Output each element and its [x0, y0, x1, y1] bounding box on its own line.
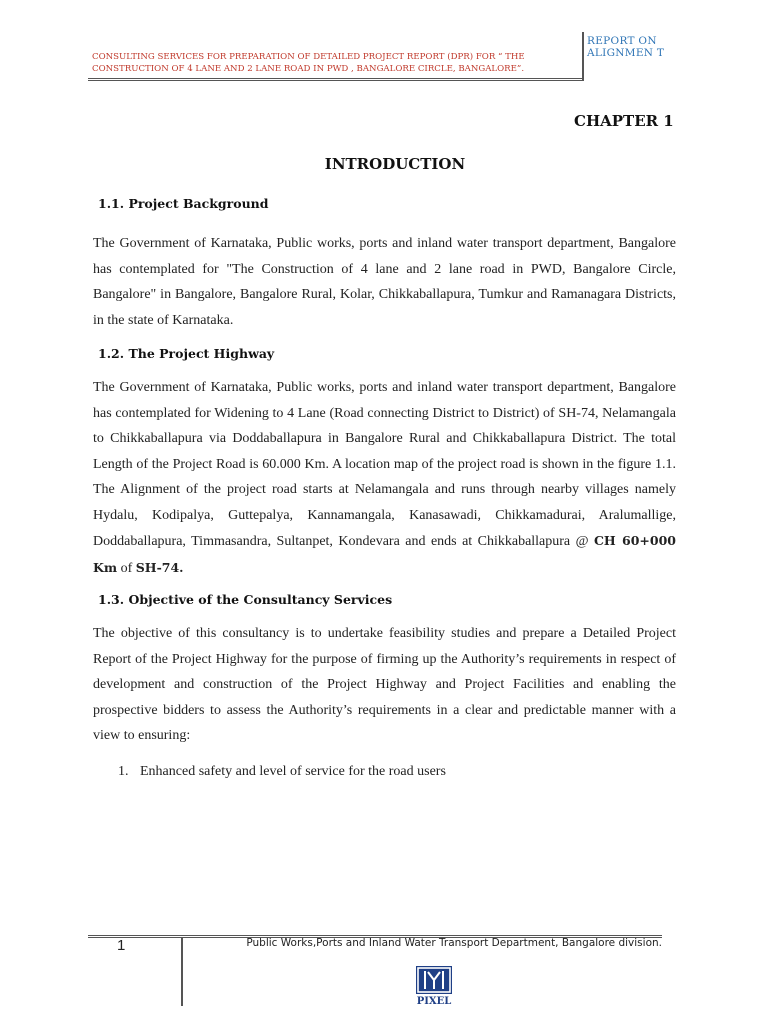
header-divider — [582, 32, 584, 80]
section-text-highway-mid: of — [117, 560, 136, 576]
logo-text: PIXEL — [416, 996, 452, 1007]
footer-department: Public Works,Ports and Inland Water Transport Department, Bangalore division. — [246, 937, 662, 949]
header-report-label: REPORT ON ALIGNMEN T — [587, 35, 665, 59]
header-project-title: CONSULTING SERVICES FOR PREPARATION OF DETAILED PROJECT REPORT (DPR) FOR “ THE CONSTRUCTION OF 4 LANE AND 2 LANE ROAD IN PWD , BANGALORE CIRCLE, BANGALORE”. — [92, 52, 525, 74]
section-text-highway-body: The Government of Karnataka, Public works, ports and inland water transport department, Bangalore has contemplated for Widening to 4 Lane (Road connecting District to District) of SH-74, Nelamangala to Chikkaballapura via Doddaballapura in Bangalore Rural and Chikkaballapura District. The total Length of the Project Road is 60.000 Km. A location map of the project road is shown in the figure 1.1. The Alignment of the project road starts at Nelamangala and runs through nearby villages namely Hydalu, Kodipalya, Guttepalya, Kannamangala, Kanasawadi, Chikkamadurai, Aralumallige, Doddaballapura, Timmasandra, Sultanpet, Kondevara and ends at Chikkaballapura @ — [93, 380, 676, 549]
pixel-logo-icon — [416, 966, 452, 994]
chapter-heading: CHAPTER 1 — [574, 112, 674, 130]
page-title: INTRODUCTION — [324, 155, 466, 173]
page-number: 1 — [117, 937, 126, 954]
section-text-highway — [93, 375, 676, 581]
list-item-number: 1. — [118, 764, 129, 779]
list-item-text: Enhanced safety and level of service for the road users — [140, 764, 446, 779]
section-heading-objective: 1.3. Objective of the Consultancy Services — [98, 592, 393, 607]
section-text-background: The Government of Karnataka, Public works, ports and inland water transport department, Bangalore has contemplated for "The Construction of 4 lane and 2 lane road in PWD, Bangalore Circle, Bangalore" in Bangalore, Bangalore Rural, Kolar, Chikkaballapura, Tumkur and Ramanagara Districts, in the state of Karnataka. — [93, 236, 676, 328]
footer-divider — [181, 938, 183, 1006]
section-heading-background: 1.1. Project Background — [98, 196, 269, 211]
highway-id: SH-74. — [135, 559, 184, 575]
header-rule — [88, 78, 584, 81]
list-item — [118, 764, 446, 780]
chainage-value: CH 60+000 Km — [93, 533, 677, 575]
section-heading-highway: 1.2. The Project Highway — [98, 346, 275, 361]
section-text-objective: The objective of this consultancy is to undertake feasibility studies and prepare a Detailed Project Report of the Project Highway for the purpose of firming up the Authority’s requirements in respect of development and construction of the Project Highway and Project Facilities and enabling the prospective bidders to assess the Authority’s requirements in a clear and predictable manner with a view to ensuring: — [93, 626, 676, 743]
